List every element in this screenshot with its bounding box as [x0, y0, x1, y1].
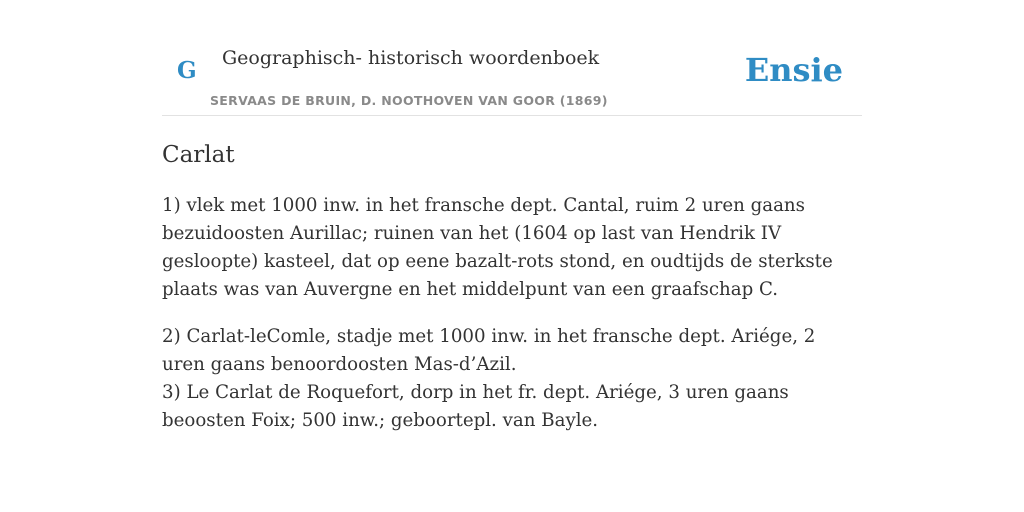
page: [162, 0, 862, 431]
entry-body: [162, 192, 862, 454]
book-letter-badge: G: [177, 57, 197, 84]
book-title[interactable]: Geographisch- historisch woordenboek: [222, 47, 600, 69]
entry-line: 2) Carlat-leComle, stadje met 1000 inw. in het fransche dept. Ariége, 2 uren gaans benoordoosten Mas-d’Azil.: [162, 326, 816, 375]
book-header: [162, 0, 862, 116]
entry-title: Carlat: [162, 142, 235, 168]
entry-paragraph: [162, 323, 862, 435]
entry-paragraph: 1) vlek met 1000 inw. in het fransche dept. Cantal, ruim 2 uren gaans bezuidoosten Aurillac; ruinen van het (1604 op last van Hendrik IV gesloopte) kasteel, dat op eene bazalt-rots stond, en oudtijds de sterkste plaats was van Auvergne en het middelpunt van een graafschap C.: [162, 195, 833, 300]
brand-logo[interactable]: Ensie: [744, 51, 843, 89]
book-authors: SERVAAS DE BRUIN, D. NOOTHOVEN VAN GOOR (1869): [210, 93, 608, 108]
entry-line: 3) Le Carlat de Roquefort, dorp in het fr. dept. Ariége, 3 uren gaans beoosten Foix; 500 inw.; geboortepl. van Bayle.: [162, 382, 789, 431]
